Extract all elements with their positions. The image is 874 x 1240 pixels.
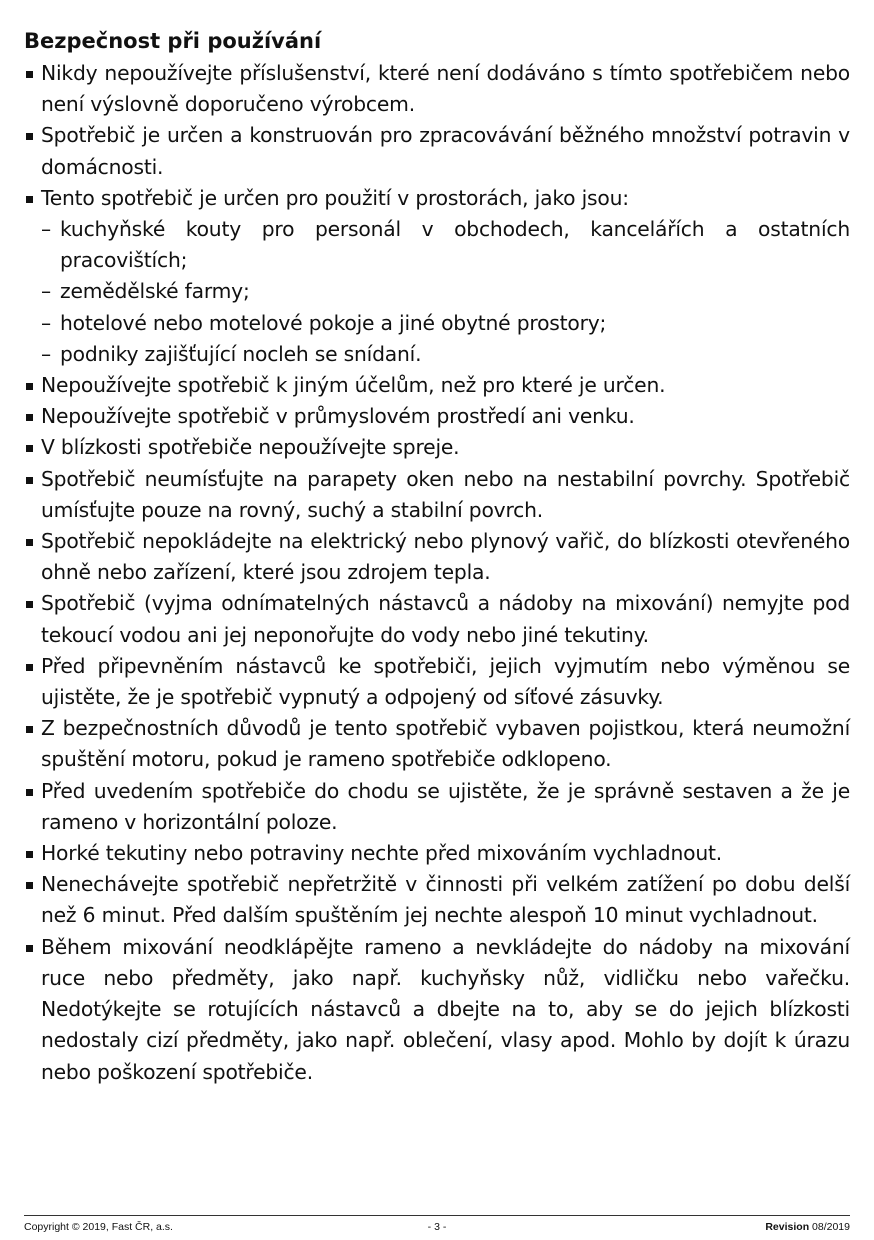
list-item: V blízkosti spotřebiče nepoužívejte spreje. [24,432,850,463]
sub-list-item: – kuchyňské kouty pro personál v obchodech, kancelářích a ostatních pracovištích; [41,214,850,276]
list-item: Před připevněním nástavců ke spotřebiči, jejich vyjmutím nebo výměnou se ujistěte, že je spotřebič vypnutý a odpojený od síťové zásuvky. [24,651,850,713]
list-item: Spotřebič (vyjma odnímatelných nástavců a nádoby na mixování) nemyjte pod tekoucí vodou ani jej neponořujte do vody nebo jiné tekutiny. [24,588,850,650]
list-item-text: Tento spotřebič je určen pro použití v prostorách, jako jsou: [41,185,629,210]
safety-list [24,58,850,1088]
footer-revision-label: Revision [765,1221,810,1233]
list-item: Nikdy nepoužívejte příslušenství, které není dodáváno s tímto spotřebičem nebo není výslovně doporučeno výrobcem. [24,58,850,120]
section-heading: Bezpečnost při používání [24,29,322,53]
footer-copyright: Copyright © 2019, Fast ČR, a.s. [24,1221,173,1233]
list-item: Spotřebič je určen a konstruován pro zpracovávání běžného množství potravin v domácnosti. [24,120,850,182]
footer-revision-value: 08/2019 [812,1221,850,1233]
page-footer [24,1219,850,1235]
list-item: Spotřebič neumísťujte na parapety oken nebo na nestabilní povrchy. Spotřebič umísťujte pouze na rovný, suchý a stabilní povrch. [24,464,850,526]
list-item: Z bezpečnostních důvodů je tento spotřebič vybaven pojistkou, která neumožní spuštění motoru, pokud je rameno spotřebiče odklopeno. [24,713,850,775]
sub-list-item: – hotelové nebo motelové pokoje a jiné obytné prostory; [41,308,850,339]
list-item: Nenechávejte spotřebič nepřetržitě v činnosti při velkém zatížení po dobu delší než 6 minut. Před dalším spuštěním jej nechte alespoň 10 minut vychladnout. [24,869,850,931]
list-item: Spotřebič nepokládejte na elektrický nebo plynový vařič, do blízkosti otevřeného ohně nebo zařízení, které jsou zdrojem tepla. [24,526,850,588]
sub-list-item: – zemědělské farmy; [41,276,850,307]
footer-revision [765,1219,850,1235]
sub-list-item: – podniky zajišťující nocleh se snídaní. [41,339,850,370]
list-item: Před uvedením spotřebiče do chodu se ujistěte, že je správně sestaven a že je rameno v horizontální poloze. [24,776,850,838]
list-item: Nepoužívejte spotřebič k jiným účelům, než pro které je určen. [24,370,850,401]
list-item: Během mixování neodklápějte rameno a nevkládejte do nádoby na mixování ruce nebo předměty, jako např. kuchyňsky nůž, vidličku nebo vařečku. Nedotýkejte se rotujících nástavců a dbejte na to, aby se do jejich blízkosti nedostaly cizí předměty, jako např. oblečení, vlasy apod. Mohlo by dojít k úrazu nebo poškození spotřebiče. [24,932,850,1088]
footer-divider [24,1215,850,1216]
list-item [24,183,850,370]
footer-page-number: - 3 - [427,1221,447,1233]
list-item: Nepoužívejte spotřebič v průmyslovém prostředí ani venku. [24,401,850,432]
sub-list [41,214,850,370]
page-content [24,28,850,1088]
list-item: Horké tekutiny nebo potraviny nechte před mixováním vychladnout. [24,838,850,869]
